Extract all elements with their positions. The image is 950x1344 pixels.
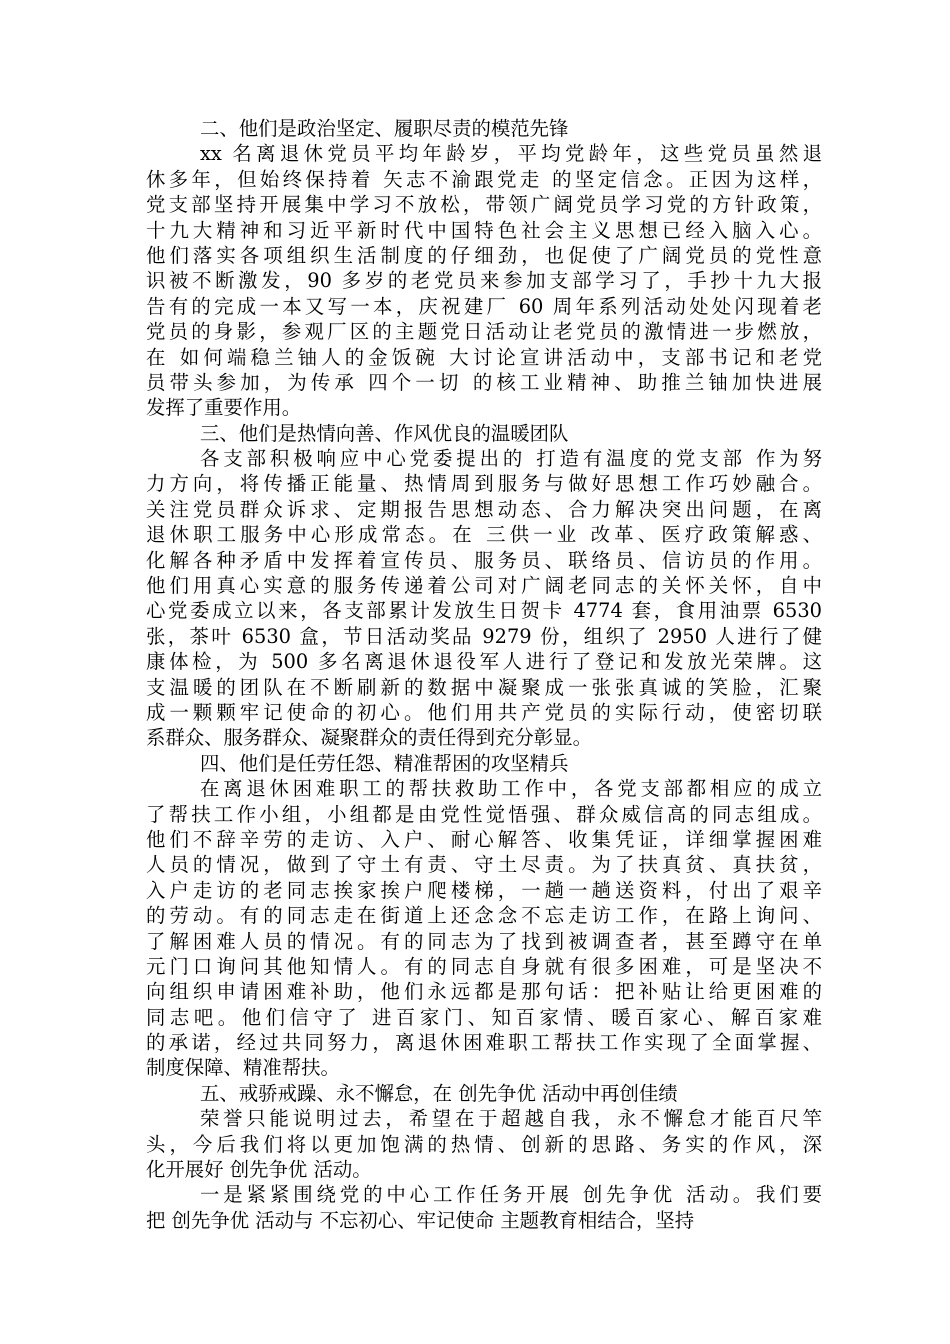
- text-line: 荣誉只能说明过去，希望在于超越自我，永不懈怠才能百尺竿: [200, 1107, 822, 1131]
- text-line: 了帮扶工作小组，小组都是由党性觉悟强、群众威信高的同志组成。: [146, 802, 822, 826]
- text-line: 康体检，为 500 多名离退休退役军人进行了登记和发放光荣牌。这: [146, 650, 822, 674]
- text-line: 支温暖的团队在不断刷新的数据中凝聚成一张张真诚的笑脸，汇聚: [146, 675, 822, 699]
- text-line: 制度保障、精准帮扶。: [146, 1056, 340, 1080]
- text-line: 元门口询问其他知情人。有的同志自身就有很多困难，可是坚决不: [146, 954, 822, 978]
- text-line: 休多年，但始终保持着 矢志不渝跟党走 的坚定信念。正因为这样，: [146, 167, 822, 191]
- text-line: 他们不辞辛劳的走访、入户、耐心解答、收集凭证，详细掌握困难: [146, 827, 822, 851]
- text-line: 化开展好 创先争优 活动。: [146, 1158, 372, 1182]
- text-line: 他们用真心实意的服务传递着公司对广阔老同志的关怀关怀，自中: [146, 574, 822, 598]
- text-line: 十九大精神和习近平新时代中国特色社会主义思想已经入脑入心。: [146, 218, 822, 242]
- body-paragraph: [146, 141, 822, 420]
- body-paragraph: [146, 446, 822, 751]
- text-line: 的承诺，经过共同努力，离退休困难职工帮扶工作实现了全面掌握、: [146, 1031, 822, 1055]
- text-line: 成一颗颗牢记使命的初心。他们用共产党员的实际行动，使密切联: [146, 700, 822, 724]
- text-line: 党支部坚持开展集中学习不放松，带领广阔党员学习党的方针政策，: [146, 193, 822, 217]
- body-paragraph: [146, 1106, 822, 1182]
- text-line: 头，今后我们将以更加饱满的热情、创新的思路、务实的作风，深: [146, 1132, 822, 1156]
- body-paragraph: [146, 776, 822, 1081]
- text-line: 力方向，将传播正能量、热情周到服务与做好思想工作巧妙融合。: [146, 472, 822, 496]
- text-line: 关注党员群众诉求、定期报告思想动态、合力解决突出问题，在离: [146, 497, 822, 521]
- text-line: 张，茶叶 6530 盒，节日活动奖品 9279 份，组织了 2950 人进行了健: [146, 624, 822, 648]
- text-line: 识被不断激发，90 多岁的老党员来参加支部学习了，手抄十九大报: [146, 269, 822, 293]
- text-line: xx 名离退休党员平均年龄岁，平均党龄年，这些党员虽然退: [200, 142, 822, 166]
- text-line: 一是紧紧围绕党的中心工作任务开展 创先争优 活动。我们要: [200, 1183, 822, 1207]
- text-line: 告有的完成一本又写一本，庆祝建厂 60 周年系列活动处处闪现着老: [146, 294, 822, 318]
- section-heading: [146, 116, 822, 141]
- text-line: 的劳动。有的同志走在街道上还念念不忘走访工作，在路上询问、: [146, 904, 822, 928]
- text-line: 在 如何端稳兰铀人的金饭碗 大讨论宣讲活动中，支部书记和老党: [146, 345, 822, 369]
- text-line: 发挥了重要作用。: [146, 396, 302, 420]
- text-line: 心党委成立以来，各支部累计发放生日贺卡 4774 套，食用油票 6530: [146, 599, 822, 623]
- text-line: 各支部积极响应中心党委提出的 打造有温度的党支部 作为努: [200, 447, 822, 471]
- body-paragraph: [146, 1182, 822, 1233]
- text-line: 退休职工服务中心形成常态。在 三供一业 改革、医疗政策解惑、: [146, 523, 822, 547]
- text-line: 人员的情况，做到了守土有责、守土尽责。为了扶真贫、真扶贫，: [146, 853, 822, 877]
- text-line: 把 创先争优 活动与 不忘初心、牢记使命 主题教育相结合，坚持: [146, 1208, 695, 1232]
- text-line: 党员的身影，参观厂区的主题党日活动让老党员的激情进一步燃放，: [146, 320, 822, 344]
- heading-line: 五、戒骄戒躁、永不懈怠，在 创先争优 活动中再创佳绩: [200, 1081, 678, 1105]
- heading-line: 三、他们是热情向善、作风优良的温暖团队: [200, 421, 569, 445]
- document-page: [146, 116, 822, 1233]
- section-heading: [146, 751, 822, 776]
- text-line: 员带头参加，为传承 四个一切 的核工业精神、助推兰铀加快进展: [146, 370, 822, 394]
- heading-line: 四、他们是任劳任怨、精准帮困的攻坚精兵: [200, 751, 569, 775]
- heading-line: 二、他们是政治坚定、履职尽责的模范先锋: [200, 117, 569, 140]
- text-line: 同志吧。他们信守了 进百家门、知百家情、暖百家心、解百家难: [146, 1005, 822, 1029]
- section-heading: [146, 1081, 822, 1106]
- text-line: 在离退休困难职工的帮扶救助工作中，各党支部都相应的成立: [200, 777, 822, 801]
- text-line: 入户走访的老同志挨家挨户爬楼梯，一趟一趟送资料，付出了艰辛: [146, 878, 822, 902]
- text-line: 化解各种矛盾中发挥着宣传员、服务员、联络员、信访员的作用。: [146, 548, 822, 572]
- text-line: 系群众、服务群众、凝聚群众的责任得到充分彰显。: [146, 726, 592, 750]
- text-line: 了解困难人员的情况。有的同志为了找到被调查者，甚至蹲守在单: [146, 929, 822, 953]
- section-heading: [146, 421, 822, 446]
- text-line: 他们落实各项组织生活制度的仔细劲，也促使了广阔党员的党性意: [146, 243, 822, 267]
- text-line: 向组织申请困难补助，他们永远都是那句话：把补贴让给更困难的: [146, 980, 822, 1004]
